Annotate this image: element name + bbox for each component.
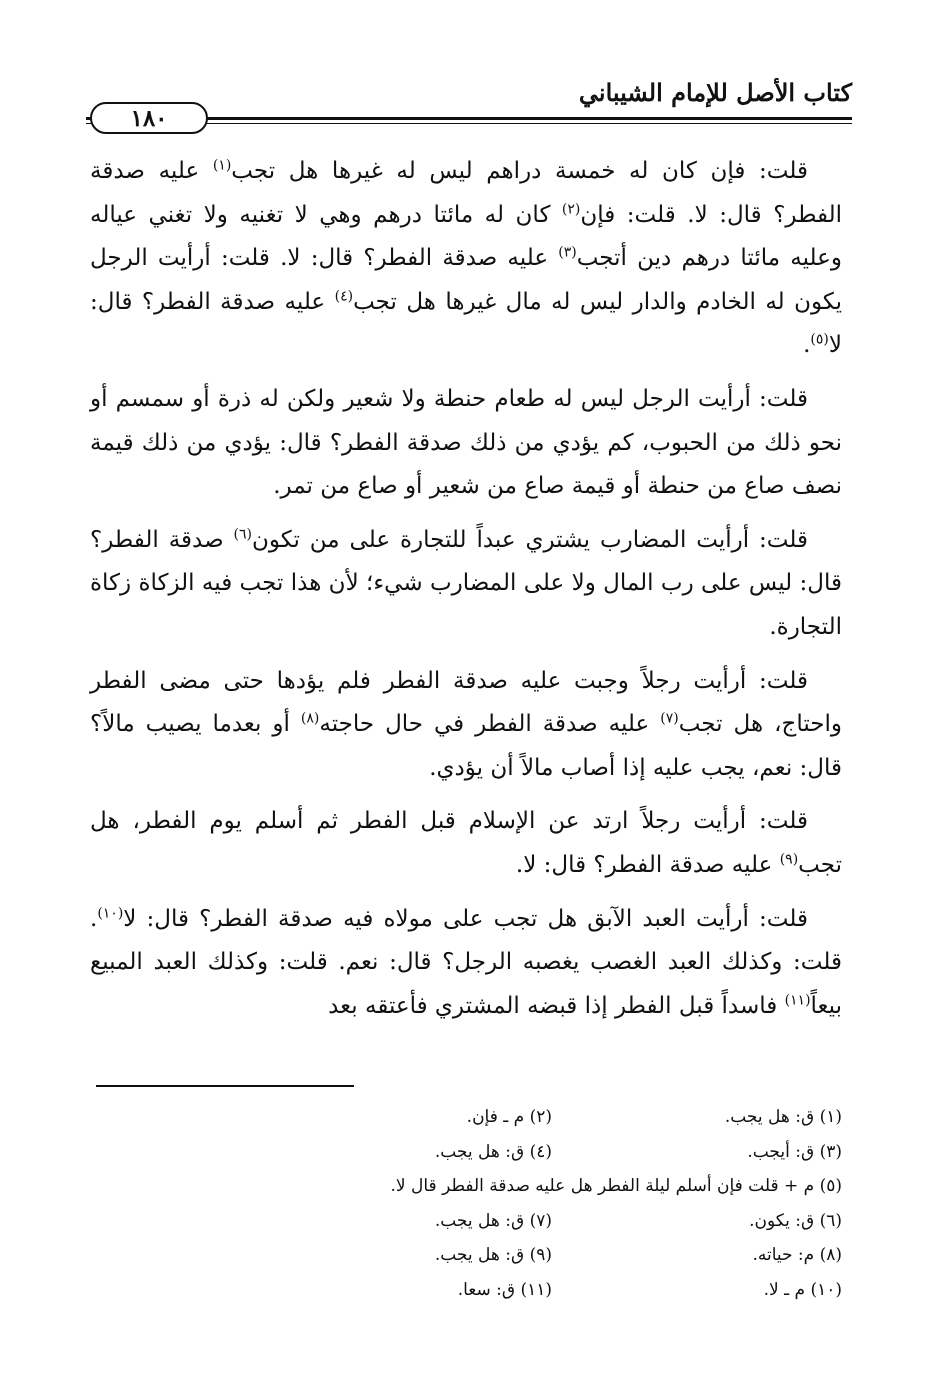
main-text [90,150,842,1038]
footnote: (٨) م: حياته. [752,1245,842,1265]
book-title: كتاب الأصل للإمام الشيباني [578,78,852,107]
footnote: (٣) ق: أيجب. [747,1141,842,1162]
footnote-row [96,1204,842,1239]
paragraph: قلت: أرأيت رجلاً وجبت عليه صدقة الفطر فلم يؤدها حتى مضى الفطر واحتاج، هل تجب$^{(٧)}$ عليه صدقة الفطر في حال حاجته$^{(٨)}$ أو بعدما يصيب مالاً؟ قال: نعم، يجب عليه إذا أصاب مالاً أن يؤدي. [90,667,843,781]
footnote: (١٠) م ـ لا. [763,1279,842,1300]
footnote-row [96,1238,842,1273]
footnote-row [96,1135,842,1170]
footnote: (١) ق: هل يجب. [724,1107,842,1127]
paragraph: قلت: فإن كان له خمسة دراهم ليس له غيرها هل تجب$^{(١)}$ عليه صدقة الفطر؟ قال: لا. قلت: فإن$^{(٢)}$ كان له مائتا درهم وهي لا تغنيه ولا تغني عياله وعليه مائتا درهم دين أتجب$^{(٣)}$ عليه صدقة الفطر؟ قال: لا. قلت: أرأيت الرجل يكون له الخادم والدار ليس له مال غيرها هل تجب$^{(٤)}$ عليه صدقة الفطر؟ قال: لا$^{(٥)}$. [90,157,842,359]
footnotes [96,1100,842,1307]
footnote: (٩) ق: هل يجب. [434,1245,552,1265]
footnote-separator [96,1085,354,1087]
paragraph: قلت: أرأيت المضارب يشتري عبداً للتجارة على من تكون$^{(٦)}$ صدقة الفطر؟ قال: ليس على رب المال ولا على المضارب شيء؛ لأن هذا تجب فيه الزكاة زكاة التجارة. [90,526,842,640]
footnote-row [96,1273,842,1308]
footnote: (٧) ق: هل يجب. [434,1210,552,1231]
page-number: ١٨٠ [90,102,208,134]
footnote: (٤) ق: هل يجب. [434,1141,552,1162]
footnote: (٥) م + قلت فإن أسلم ليلة الفطر هل عليه صدقة الفطر قال لا. [390,1176,842,1196]
paragraph: قلت: أرأيت رجلاً ارتد عن الإسلام قبل الفطر ثم أسلم يوم الفطر، هل تجب$^{(٩)}$ عليه صدقة الفطر؟ قال: لا. [90,808,842,878]
footnote-row [96,1169,842,1204]
paragraph: قلت: أرأيت العبد الآبق هل تجب على مولاه فيه صدقة الفطر؟ قال: لا$^{(١٠)}$. قلت: وكذلك العبد الغصب يغصبه الرجل؟ قال: نعم. قلت: وكذلك العبد المبيع بيعاً$^{(١١)}$ فاسداً قبل الفطر إذا قبضه المشتري فأعتقه بعد [90,904,842,1019]
footnote: (٢) م ـ فإن. [466,1107,552,1127]
paragraph: قلت: أرأيت الرجل ليس له طعام حنطة ولا شعير ولكن له ذرة أو سمسم أو نحو ذلك من الحبوب، كم يؤدي من ذلك صدقة الفطر؟ قال: يؤدي من ذلك قيمة نصف صاع من حنطة أو قيمة صاع من شعير أو صاع من تمر. [90,385,842,500]
footnote: (١١) ق: سعا. [457,1279,552,1300]
footnote-row [96,1100,842,1135]
footnote: (٦) ق: يكون. [749,1210,842,1231]
